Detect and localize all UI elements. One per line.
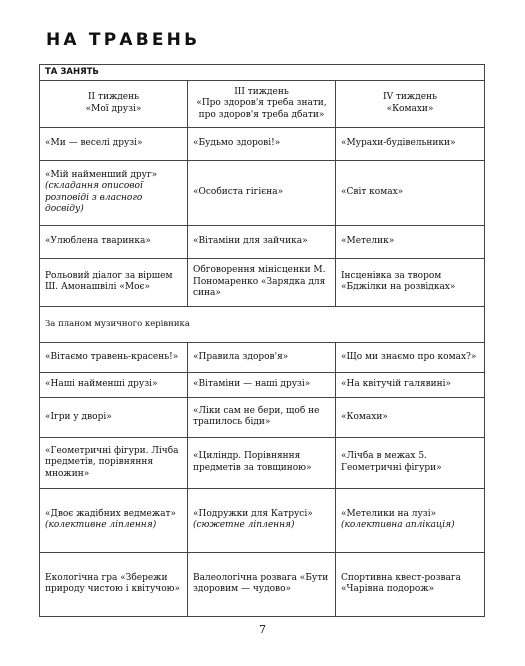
week-theme: «Комахи» [386,103,434,114]
table-cell: Валеологічна розвага «Бути здоровим — чудово» [188,552,336,616]
table-cell: «Наші найменші друзі» [40,372,188,397]
week-label: III тиждень [234,86,289,97]
music-note-row [40,306,485,342]
table-row [40,372,485,397]
table-cell: «Мурахи-будівельники» [336,127,485,160]
table-row [40,488,485,552]
table-row [40,160,485,225]
table-cell: Спортивна квест-розвага «Чарівна подорож» [336,552,485,616]
table-cell: «Ліки сам не бери, щоб не трапилось біди» [188,397,336,437]
table-cell: «Метелик» [336,225,485,258]
table-cell: Інсценівка за твором «Бджілки на розвідках» [336,258,485,306]
table-title-row [40,65,485,81]
week-header-cell [40,80,188,127]
table-cell: «На квітучій галявині» [336,372,485,397]
cell-text: «Двоє жадібних ведмежат» [45,508,177,519]
table-cell: Рольовий діалог за віршем Ш. Амонашвілі «Моє» [40,258,188,306]
table-cell: Обговорення мінісценки М. Пономаренко «Зарядка для сина» [188,258,336,306]
cell-note: (складання описової розповіді з власного досвіду) [45,181,143,215]
table-cell: Екологічна гра «Збережи природу чистою і квітучою» [40,552,188,616]
table-cell: «Особиста гігієна» [188,160,336,225]
week-header-cell [188,80,336,127]
week-header-cell [336,80,485,127]
table-cell [40,160,188,225]
page-heading: НА ТРАВЕНЬ [46,30,201,50]
table-cell [336,488,485,552]
table-cell: «Правила здоров'я» [188,342,336,372]
table-row [40,258,485,306]
table-row [40,437,485,488]
table-cell: «Геометричні фігури. Лічба предметів, порівняння множин» [40,437,188,488]
cell-text: «Подружки для Катрусі» [193,508,313,519]
cell-text: «Метелики на лузі» [341,508,437,519]
music-note: За планом музичного керівника [40,306,485,342]
cell-note: (колективне ліплення) [45,520,157,531]
table-cell: «Що ми знаємо про комах?» [336,342,485,372]
week-header-row [40,80,485,127]
table-row [40,225,485,258]
table-cell: «Вітаємо травень-красень!» [40,342,188,372]
table-cell: «Ігри у дворі» [40,397,188,437]
week-theme: «Про здоров'я треба знати, про здоров'я треба дбати» [196,98,327,120]
table-cell: «Світ комах» [336,160,485,225]
cell-note: (сюжетне ліплення) [193,520,295,531]
table-row [40,342,485,372]
table-cell [188,488,336,552]
table-cell: «Циліндр. Порівняння предметів за товщиною» [188,437,336,488]
cell-text: «Мій найменший друг» [45,169,158,180]
table-row [40,552,485,616]
table-row [40,127,485,160]
table-cell: «Лічба в межах 5. Геометричні фігури» [336,437,485,488]
table-cell: «Улюблена тваринка» [40,225,188,258]
table-cell [40,488,188,552]
week-theme: «Мої друзі» [85,103,142,114]
page-number: 7 [259,623,266,636]
table-cell: «Комахи» [336,397,485,437]
activity-plan-table [39,64,485,617]
week-label: II тиждень [88,92,139,103]
table-row [40,397,485,437]
table-cell: «Вітаміни для зайчика» [188,225,336,258]
table-cell: «Будьмо здорові!» [188,127,336,160]
cell-note: (колективна аплікація) [341,520,455,531]
week-label: IV тиждень [383,92,437,103]
table-section-title: ТА ЗАНЯТЬ [40,65,485,81]
table-cell: «Вітаміни — наші друзі» [188,372,336,397]
table-cell: «Ми — веселі друзі» [40,127,188,160]
